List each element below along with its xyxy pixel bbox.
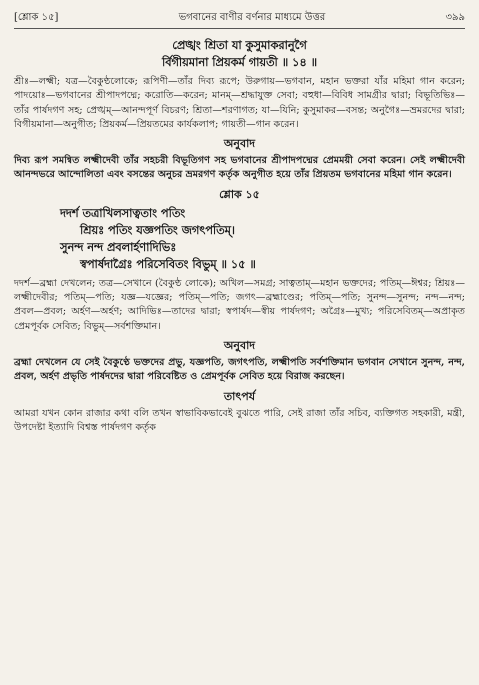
verse-15-line-1: দদর্শ তত্রাখিলসাত্বতাং পতিং xyxy=(60,205,186,220)
page-number: ৩৯৯ xyxy=(445,12,465,23)
translation-14: দিব্য রূপ সমন্বিত লক্ষ্মীদেবী তাঁর সহচরী বিভূতিগণ সহ ভগবানের শ্রীপাদপদ্মের প্রেমময়ী সেবা করেন। সেই লক্ষ্মীদেবী আনন্দভরে আন্দোলিতা এবং বসন্তের অনুচর ভ্রমরগণ কর্তৃক অনুগীত হয়ে তাঁর প্রিয়তম ভগবানের মহিমা গান করেন। xyxy=(14,155,465,181)
verse-14 xyxy=(14,37,465,71)
sloka-15-heading: শ্লোক ১৫ xyxy=(219,187,260,201)
header-chapter-title: ভগবানের বাণীর বর্ণনার মাধ্যমে উত্তর xyxy=(178,12,326,23)
book-page xyxy=(14,10,465,678)
verse-15 xyxy=(60,205,465,273)
verse-15-line-4: স্বপার্ষদাগ্রৈঃ পরিসেবিতং বিভুম্ ॥ ১৫ ॥ xyxy=(80,256,256,271)
synonyms-14: শ্রীঃ—লক্ষ্মী; যত্র—বৈকুণ্ঠলোকে; রূপিণী—তাঁর দিব্য রূপে; উরুগায়—ভগবান, মহান ভক্তরা যাঁর মহিমা গান করেন; পাদয়োঃ—ভগবানের শ্রীপাদপদ্মে; করোতি—করেন; মানম্—শ্রদ্ধাযুক্ত সেবা; বহুধা—বিবিধ সামগ্রীর দ্বারা; বিভূতিভিঃ—তাঁর পার্ষদগণ সহ; প্রেঙ্খম্—আনন্দপূর্ণ বিচরণ; শ্রিতা—শরণাগত; যা—যিনি; কুসুমাকর—বসন্ত; অনুগৈঃ—ভ্রমরদের দ্বারা; বিগীয়মানা—অনুগীত; প্রিয়কর্ম—প্রিয়তমের কার্যকলাপ; গায়তী—গান করেন। xyxy=(14,76,465,130)
page-header xyxy=(14,10,465,29)
header-sloka-ref: [শ্লোক ১৫] xyxy=(14,12,59,23)
purport-heading: তাৎপর্য xyxy=(223,389,256,403)
verse-15-line-3: সুনন্দ নন্দ প্রবলার্হণাদিভিঃ xyxy=(60,239,177,254)
translation-heading-15: অনুবাদ xyxy=(223,338,256,352)
translation-heading-14: অনুবাদ xyxy=(223,137,256,151)
synonyms-15: দদর্শ—ব্রহ্মা দেখলেন; তত্র—সেখানে (বৈকুণ্ঠ লোকে); অখিল—সমগ্র; সাত্বতাম্—মহান ভক্তদের; পতিম্—ঈশ্বর; শ্রিয়ঃ—লক্ষ্মীদেবীর; পতিম্—পতি; যজ্ঞ—যজ্ঞের; পতিম্—পতি; জগৎ—ব্রহ্মাণ্ডের; পতিম্—পতি; সুনন্দ—সুনন্দ; নন্দ—নন্দ; প্রবল—প্রবল; অর্হণ—অর্হণ; আদিভিঃ—তাদের দ্বারা; স্বপার্ষদ—স্বীয় পার্ষদগণ; অগ্রৈঃ—মুখ্য; পরিসেবিতম্—অপ্রাকৃত প্রেমপূর্বক সেবিত; বিভুম্—সর্বশক্তিমান। xyxy=(14,277,465,332)
verse-14-line-2: র্বিগীয়মানা প্রিয়কর্ম গায়তী ॥ ১৪ ॥ xyxy=(161,55,318,69)
purport-text: আমরা যখন কোন রাজার কথা বলি তখন স্বাভাবিকভাবেই বুঝতে পারি, সেই রাজা তাঁর সচিব, ব্যক্তিগত সহকারী, মন্ত্রী, উপদেষ্টা ইত্যাদি বিশ্বস্ত পার্ষদগণ কর্তৃক xyxy=(14,407,465,433)
verse-15-line-2: শ্রিয়ঃ পতিং যজ্ঞপতিং জগৎপতিম্। xyxy=(80,222,235,237)
translation-15: ব্রহ্মা দেখলেন যে সেই বৈকুণ্ঠে ভক্তদের প্রভু, যজ্ঞপতি, জগৎপতি, লক্ষ্মীপতি সর্বশক্তিমান ভগবান সেখানে সুনন্দ, নন্দ, প্রবল, অর্হণ প্রভৃতি পার্ষদদের দ্বারা পরিবেষ্টিত ও প্রেমপূর্বক সেবিত হয়ে বিরাজ করছেন। xyxy=(14,356,465,383)
verse-14-line-1: প্রেঙ্খং শ্রিতা যা কুসুমাকরানুগৈ xyxy=(172,38,307,52)
